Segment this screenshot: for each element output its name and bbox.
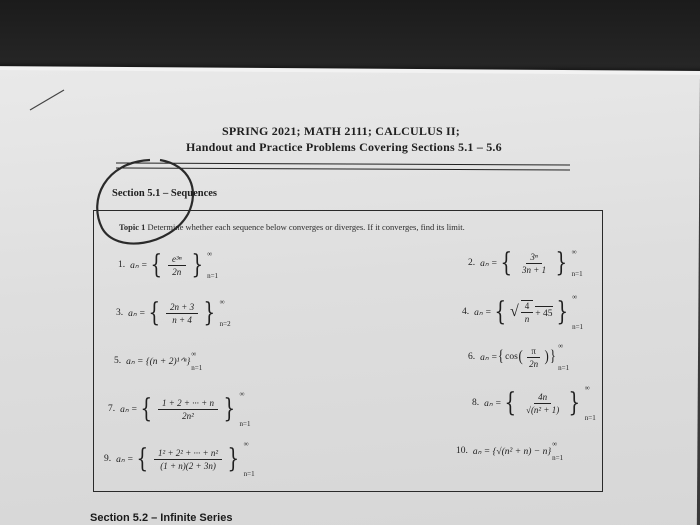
problem-number: 8. — [472, 398, 480, 408]
problem-number: 1. — [118, 260, 126, 270]
problem-9: 9. aₙ = { $\frac{\text{1² + 2² + ··· + n²}}{(1 + n)(2 + 3n)}$ } ∞ n=1 — [104, 440, 255, 478]
upper-limit: ∞ — [558, 342, 564, 350]
lower-limit: n=1 — [207, 272, 219, 280]
problem-number: 9. — [104, 454, 112, 464]
upper-limit: ∞ — [219, 298, 225, 306]
numerator: 1 + 2 + ··· + n — [158, 398, 218, 410]
fraction — [154, 448, 222, 471]
problem-5 — [114, 350, 202, 372]
problem-lhs: aₙ = — [480, 352, 498, 363]
problem-number: 4. — [462, 307, 470, 317]
sqrt-icon: √ — [510, 303, 519, 320]
upper-limit: ∞ — [552, 440, 558, 448]
fraction — [168, 254, 186, 277]
topic-text: Determine whether each sequence below converges or diverges. If it converges, find its limit. — [147, 222, 465, 232]
numerator: 2n + 3 — [166, 302, 198, 314]
upper-limit: ∞ — [584, 384, 590, 392]
denominator: n — [524, 314, 530, 324]
fraction — [522, 392, 563, 415]
problem-6: 6. aₙ = { cos ( $\frac{\pi}{2n}$ ) } ∞ n=1 — [468, 342, 570, 372]
upper-limit: ∞ — [572, 293, 578, 301]
problem-lhs: aₙ = — [480, 258, 498, 269]
upper-limit: ∞ — [239, 390, 245, 398]
upper-limit: ∞ — [207, 250, 213, 258]
problem-lhs: aₙ = — [130, 260, 148, 271]
problem-number: 6. — [468, 352, 476, 362]
problem-7: 7. aₙ = { $\frac{1 + 2 + \cdot\cdot\cdot + n}{\text{2n²}}$ } ∞ n=1 — [108, 390, 251, 428]
lower-limit: n=1 — [558, 364, 570, 372]
upper-limit: ∞ — [571, 248, 577, 256]
problem-lhs: aₙ = — [120, 404, 138, 415]
numerator: 1² + 2² + ··· + n² — [154, 448, 222, 460]
lower-limit: n=1 — [572, 323, 584, 331]
problem-lhs: aₙ = — [474, 307, 492, 318]
denominator: √(n² + 1) — [526, 404, 560, 415]
denominator: 2n — [172, 266, 182, 277]
problem-10 — [456, 440, 563, 462]
numerator: e³ⁿ — [168, 254, 186, 266]
problem-expression: aₙ = {(n + 2)¹ᐟⁿ} — [126, 356, 191, 367]
lower-limit: n=1 — [239, 420, 251, 428]
radicand-tail: + 45 — [535, 306, 552, 319]
lower-limit: n=1 — [552, 454, 564, 462]
problem-lhs: aₙ = — [116, 454, 134, 465]
denominator: 2n — [529, 358, 539, 369]
problem-4: 4. aₙ = { √ $\frac{4}{n}$ + 45 } ∞ n=1 — [462, 293, 584, 331]
course-line: SPRING 2021; MATH 2111; CALCULUS II; — [222, 124, 460, 138]
topic-instruction — [119, 222, 599, 232]
denominator: 3n + 1 — [522, 264, 547, 275]
handout-header — [150, 123, 570, 155]
section-title: Section 5.1 – Sequences — [112, 188, 217, 199]
cos-function: cos — [505, 352, 518, 362]
lower-limit: n=1 — [571, 270, 583, 278]
lower-limit: n=2 — [219, 320, 231, 328]
problem-3: 3. aₙ = { $\frac{2n + 3}{n + 4}$ } ∞ n=2 — [116, 298, 231, 328]
denominator: (1 + n)(2 + 3n) — [160, 460, 216, 471]
next-section-title: Section 5.2 – Infinite Series — [90, 512, 233, 524]
problem-number: 10. — [456, 446, 468, 456]
fraction — [158, 398, 218, 421]
fraction — [518, 252, 550, 275]
problem-number: 2. — [468, 258, 476, 268]
fraction — [521, 300, 534, 324]
denominator: 2n² — [182, 410, 194, 421]
lower-limit: n=1 — [243, 470, 255, 478]
problem-number: 7. — [108, 404, 116, 414]
problem-1: 1. aₙ = { $\frac{\text{e³ⁿ}}{2n}$ } ∞ n=1 — [118, 250, 219, 280]
upper-limit: ∞ — [191, 350, 197, 358]
numerator: π — [527, 346, 540, 358]
denominator: n + 4 — [172, 314, 192, 325]
upper-limit: ∞ — [243, 440, 249, 448]
problem-2: 2. aₙ = { $\frac{\text{3ⁿ}}{3n + 1}$ } ∞ n=1 — [468, 248, 583, 278]
fraction — [166, 302, 198, 325]
handout-subtitle: Handout and Practice Problems Covering Sections 5.1 – 5.6 — [186, 140, 502, 154]
problem-lhs: aₙ = — [128, 308, 146, 319]
problem-lhs: aₙ = — [484, 398, 502, 409]
problem-number: 3. — [116, 308, 124, 318]
numerator: 3ⁿ — [526, 252, 541, 264]
problem-8: 8. aₙ = { $\frac{4n}{\text{√(n² + 1)}}$ } ∞ n=1 — [472, 384, 596, 422]
lower-limit: n=1 — [191, 364, 203, 372]
topic-label: Topic 1 — [119, 222, 146, 232]
lower-limit: n=1 — [584, 414, 596, 422]
fraction — [525, 346, 542, 369]
numerator: 4n — [534, 392, 551, 404]
problem-number: 5. — [114, 356, 122, 366]
numerator: 4 — [521, 301, 534, 313]
problem-expression: aₙ = {√(n² + n) − n} — [472, 446, 552, 457]
